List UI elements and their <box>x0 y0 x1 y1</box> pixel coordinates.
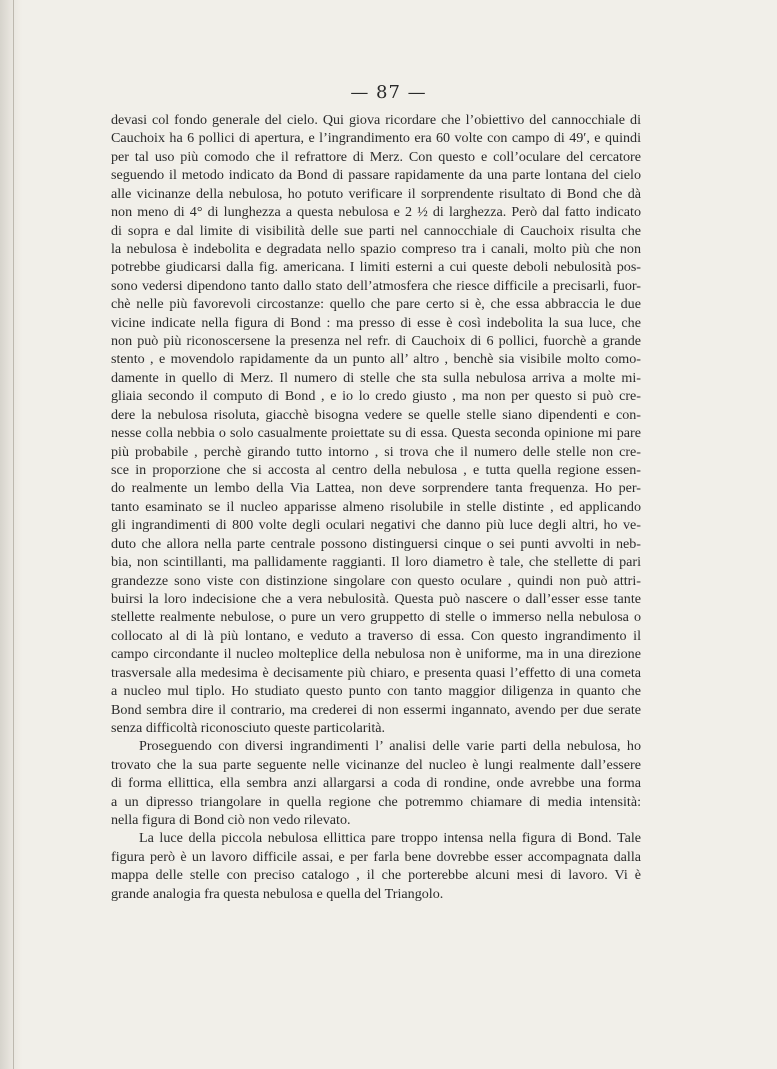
text-line: La luce della piccola nebulosa ellittica pare troppo intensa nella figura di Bond. Tale <box>139 830 641 847</box>
text-line: di sopra e dal limite di visibilità delle sue parti nel cannocchiale di Cauchoix risulta che <box>111 222 641 239</box>
text-line: la nebulosa è indebolita e degradata nello spazio compreso tra i canali, molto più che non <box>111 240 641 257</box>
text-line: a un dipresso triangolare in quella regione che potremmo chiamare di media intensità: <box>111 793 641 810</box>
text-line: campo circondante il nucleo molteplice della nebulosa non è uniforme, ma in una direzione <box>111 646 641 663</box>
text-line: grandezze sono viste con distinzione singolare con questo oculare , quindi non può attri- <box>111 572 641 589</box>
text-line: Proseguendo con diversi ingrandimenti l’ analisi delle varie parti della nebulosa, ho <box>139 738 641 755</box>
text-line: a nucleo mul tiplo. Ho studiato questo punto con tanto maggior diligenza in quanto che <box>111 683 641 700</box>
text-line: tanto esaminato se il nucleo apparisse almeno risolubile in stelle distinte , ed applicando <box>111 498 641 515</box>
text-line: non può più riconoscersene la presenza nel refr. di Cauchoix di 6 pollici, fuorchè a grande <box>111 333 641 350</box>
text-line: sce in proporzione che si accosta al centro della nebulosa , e tutta quella regione essen- <box>111 462 641 479</box>
text-line: mappa delle stelle con preciso catalogo , il che porterebbe alcuni mesi di lavoro. Vi è <box>111 867 641 884</box>
text-line: vicine indicate nella figura di Bond : ma presso di esse è così indebolita la sua luce, che <box>111 314 641 331</box>
text-line: do realmente un lembo della Via Lattea, non deve sorprendere tanta frequenza. Ho per- <box>111 480 641 497</box>
paragraph-small-nebula <box>111 829 641 903</box>
body-text <box>111 111 641 903</box>
text-line: trasversale alla medesima è decisamente più chiaro, e presenta quasi l’effetto di una cometa <box>111 664 641 681</box>
text-line: potrebbe giudicarsi dalla fig. americana. I limiti esterni a cui queste deboli nebulosità pos- <box>111 259 641 276</box>
text-line: damente in quello di Merz. Il numero di stelle che sta sulla nebulosa arriva a molte mi- <box>111 369 641 386</box>
text-line: sono vedersi dipendono tanto dallo stato dell’atmosfera che riesce difficile a precisarli, fuor- <box>111 277 641 294</box>
text-line: di forma ellittica, ella sembra anzi allargarsi a coda di rondine, onde avrebbe una forma <box>111 775 641 792</box>
page-gutter-shadow <box>0 0 22 1069</box>
text-line: nella figura di Bond ciò non vedo rilevato. <box>111 812 351 829</box>
binding-edge <box>13 0 14 1069</box>
text-line: chè nelle più favorevoli circostanze: quello che pare certo si è, che essa abbraccia le due <box>111 296 641 313</box>
text-line: duto che allora nella parte centrale possono distinguersi cinque o sei punti avvolti in neb- <box>111 535 641 552</box>
text-line: Bond sembra dire il contrario, ma crederei di non essermi ingannato, avendo per due serate <box>111 701 641 718</box>
text-line: per tal uso più comodo che il refrattore di Merz. Con questo e coll’oculare del cercatore <box>111 148 641 165</box>
text-line: stento , e movendolo rapidamente da un punto all’ altro , benchè sia visibile molto como- <box>111 351 641 368</box>
paragraph-continued <box>111 111 641 737</box>
text-line: bia, non scintillanti, ma pallidamente raggianti. Il loro diametro è tale, che stellette di pari <box>111 554 641 571</box>
text-line: devasi col fondo generale del cielo. Qui giova ricordare che l’obiettivo del cannocchiale di <box>111 112 641 128</box>
text-line: buirsi la loro indecisione che a vera nebulosità. Questa può nascere o dall’esser esse tante <box>111 590 641 607</box>
text-line: Cauchoix ha 6 pollici di apertura, e l’ingrandimento era 60 volte con campo di 49′, e quindi <box>111 130 641 147</box>
text-line: più probabile , perchè girando tutto intorno , si trova che il numero delle stelle non cre- <box>111 443 641 460</box>
text-line: alle vicinanze della nebulosa, ho potuto verificare il sorprendente risultato di Bond che dà <box>111 185 641 202</box>
text-line: seguendo il metodo indicato da Bond di passare rapidamente da una parte lontana del cielo <box>111 167 641 184</box>
text-line: non meno di 4° di lunghezza a questa nebulosa e 2 ½ di larghezza. Però dal fatto indicato <box>111 204 641 221</box>
page-number: — 87 — <box>350 82 427 103</box>
text-line: gliaia secondo il computo di Bond , e io lo credo giusto , ma non per questo si può cre- <box>111 388 641 405</box>
text-line: collocato al di là più lontano, e veduto a traverso di essa. Con questo ingrandimento il <box>111 627 641 644</box>
text-line: grande analogia fra questa nebulosa e quella del Triangolo. <box>111 885 444 902</box>
paragraph-analysis <box>111 737 641 829</box>
text-line: trovato che la sua parte seguente nelle vicinanze del nucleo è lungi realmente dall’essere <box>111 756 641 773</box>
text-line: senza difficoltà riconosciuto queste particolarità. <box>111 719 386 736</box>
text-line: figura però è un lavoro difficile assai, e per farla bene dovrebbe esser accompagnata dalla <box>111 848 641 865</box>
text-line: gli ingrandimenti di 800 volte degli oculari negativi che danno più luce degli altri, ho ve- <box>111 517 641 534</box>
text-line: stellette realmente nebulose, o pure un vero gruppetto di stelle o immerso nella nebulosa o <box>111 609 641 626</box>
text-line: nesse colla nebbia o solo casualmente proiettate su di essa. Questa seconda opinione mi pare <box>111 425 641 442</box>
text-line: dere la nebulosa risoluta, giacchè bisogna vedere se quelle stelle siano dipendenti e con- <box>111 406 641 423</box>
